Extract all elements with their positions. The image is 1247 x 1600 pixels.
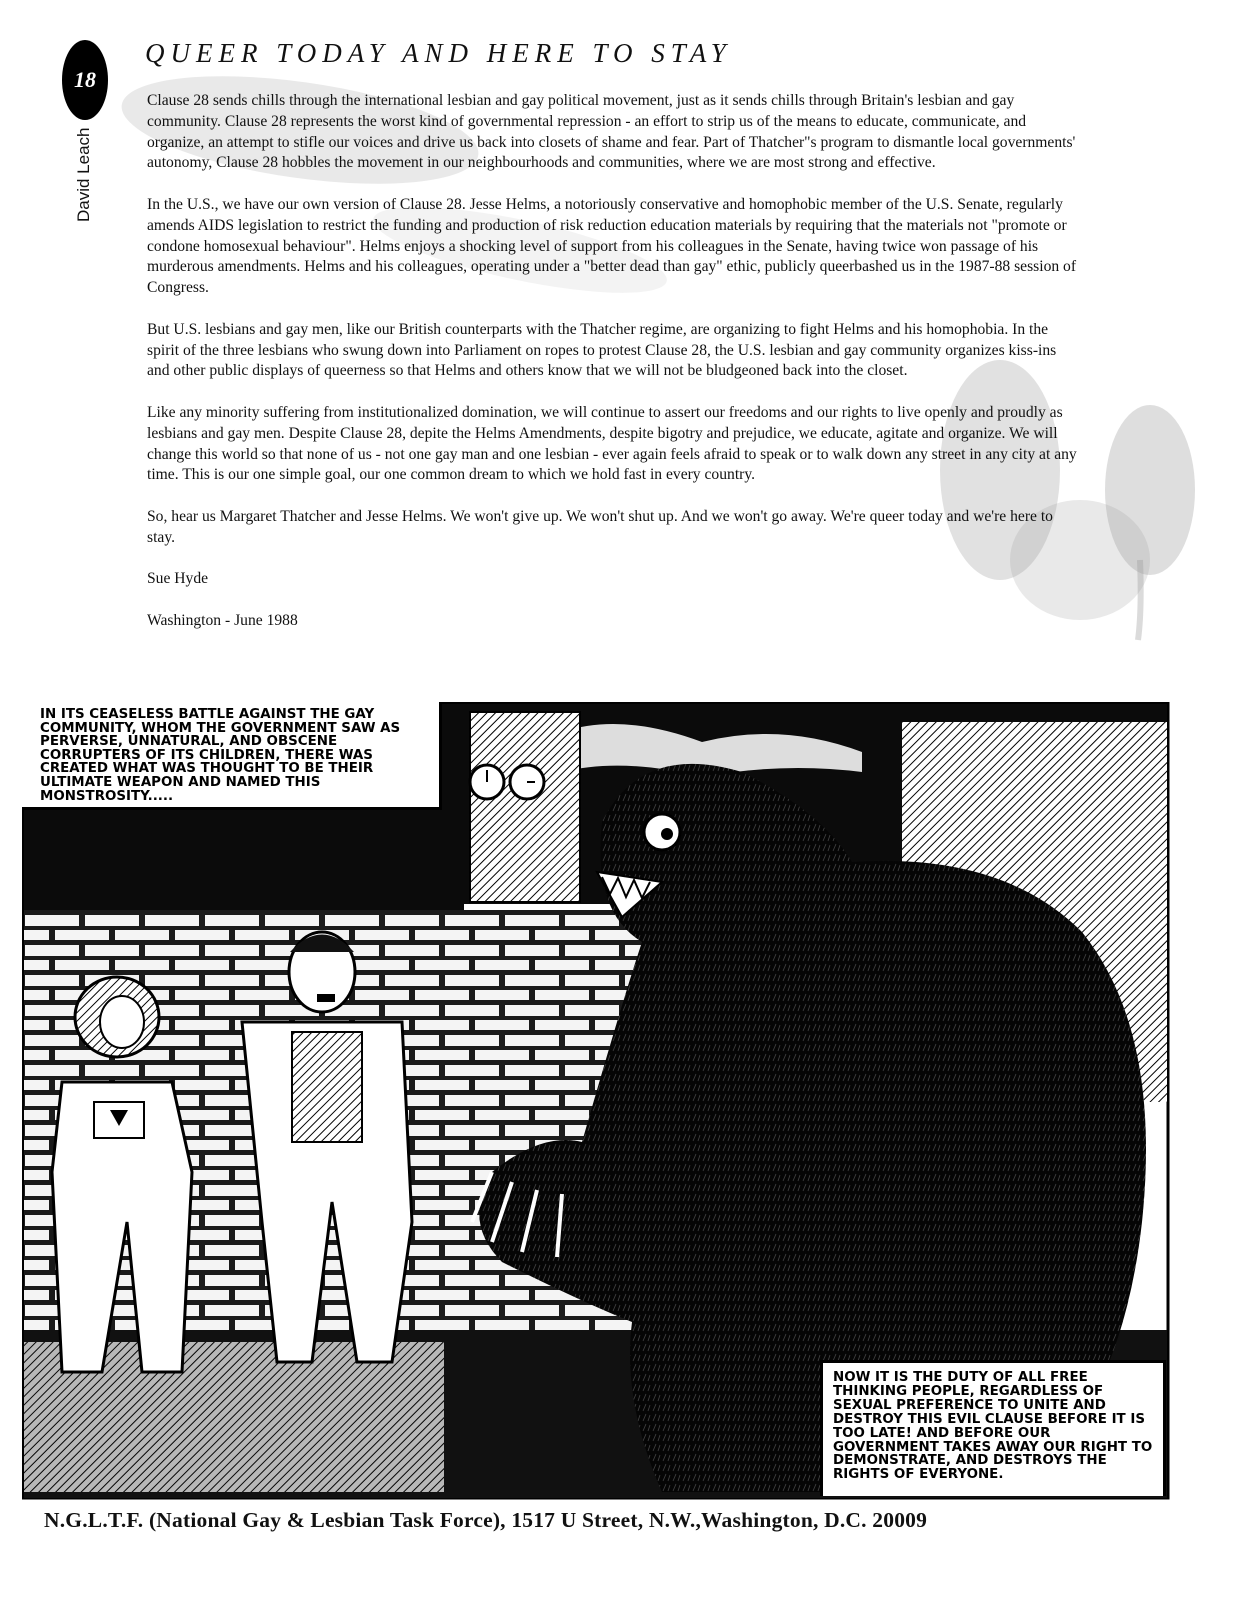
caption-top-text: IN ITS CEASELESS BATTLE AGAINST THE GAY COMMUNITY, WHOM THE GOVERNMENT SAW AS PERVERSE, UNNATURAL, AND OBSCENE CORRUPTERS OF ITS CHILDREN, THERE WAS CREATED WHAT WAS THOUGHT TO BE THEIR ULTIMATE WEAPON AND NAMED THIS MONSTROSITY..... [40, 707, 401, 804]
caption-bottom [820, 1360, 1166, 1496]
signature-name: Sue Hyde [147, 570, 209, 588]
caption-top [22, 702, 442, 810]
byline [56, 110, 116, 240]
article-body [147, 91, 1077, 653]
article-paragraph: So, hear us Margaret Thatcher and Jesse Helms. We won't give up. We won't shut up. And we won't go away. We're queer today and we're here to stay. [147, 507, 1053, 546]
page-number: 18 [74, 67, 96, 92]
article-paragraph: Clause 28 sends chills through the international lesbian and gay political movement, just as it sends chills through Britain's lesbian and gay community. Clause 28 represents the worst kind of governmental repression - an effort to strip us of the means to educate, communicate, and organize, an attempt to stifle our voices and drive us back into closets of shame and fear. Part of Thatcher"s program to dismantle local governments' autonomy, Clause 28 hobbles the movement in our neighbourhoods and communities, where we are most strong and effective. [147, 92, 1076, 172]
signature-place: Washington - June 1988 [147, 611, 298, 629]
page-title: QUEER TODAY AND HERE TO STAY [145, 38, 732, 68]
comic-panel [22, 702, 1190, 1502]
article-paragraph: Like any minority suffering from institutionalized domination, we will continue to assert our freedoms and our rights to live openly and proudly as lesbians and gay men. Despite Clause 28, depite the Helms Amendments, despite bigotry and prejudice, we educate, agitate and organize. We will change this world so that none of us - not one gay man and one lesbian - ever again feels afraid to speak or to walk down any street in any city at any time. This is our one simple goal, our one common dream to which we hold fast in every country. [147, 403, 1077, 484]
caption-bottom-text: NOW IT IS THE DUTY OF ALL FREE THINKING PEOPLE, REGARDLESS OF SEXUAL PREFERENCE TO UNITE AND DESTROY THIS EVIL CLAUSE BEFORE IT IS TOO LATE! AND BEFORE OUR GOVERNMENT TAKES AWAY OUR RIGHT TO DEMONSTRATE, AND DESTROYS THE RIGHTS OF EVERYONE. [833, 1370, 1153, 1483]
article-paragraph: But U.S. lesbians and gay men, like our British counterparts with the Thatcher regime, are organizing to fight Helms and his homophobia. In the spirit of the three lesbians who swung down into Parliament on ropes to protest Clause 28, the U.S. lesbian and gay community organizes kiss-ins and other public displays of queerness so that Helms and others know that we will not be bludgeoned back into the closet. [147, 320, 1057, 380]
article-paragraph: In the U.S., we have our own version of Clause 28. Jesse Helms, a notoriously conservative and homophobic member of the U.S. Senate, regularly amends AIDS legislation to restrict the funding and production of risk reduction education materials by requiring that the materials not "promote or condone homosexual behaviour". Helms enjoys a shocking level of support from his colleagues in the Senate, having twice won passage of his murderous amendments. Helms and his colleagues, operating under a "better dead than gay" ethic, publicly queerbashed us in the 1987-88 session of Congress. [147, 195, 1077, 297]
page-number-badge [62, 40, 108, 120]
footer-address: N.G.L.T.F. (National Gay & Lesbian Task Force), 1517 U Street, N.W.,Washington, D.C. 20009 [44, 1508, 928, 1532]
byline-text: David Leach [74, 127, 93, 222]
